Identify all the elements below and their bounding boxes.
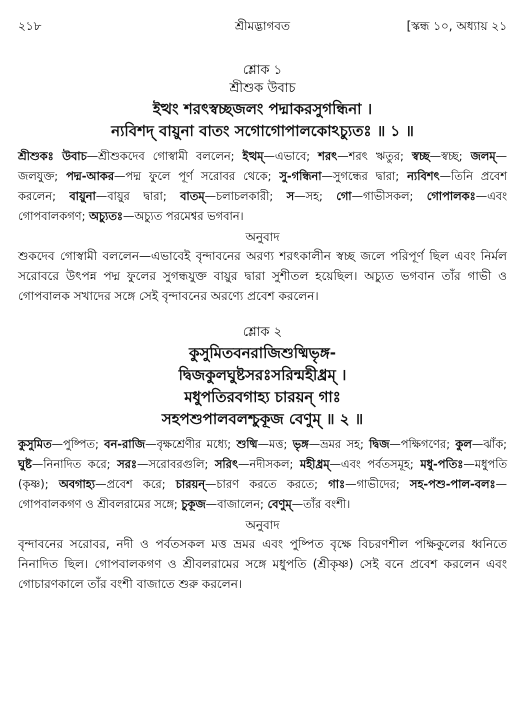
- sloka-1-speaker: শ্রীশুক উবাচ: [229, 81, 296, 96]
- sloka-2-line-4: সহপশুপালবলশ্চুকূজ বেণুম্ ॥ ২ ॥: [161, 410, 364, 428]
- synonym-meaning: —ঝাঁক;: [471, 437, 507, 451]
- synonym-meaning: —মধুপতি (কৃষ্ণ);: [18, 457, 507, 491]
- synonym-meaning: —সরোবরগুলি;: [136, 457, 215, 471]
- synonym-meaning: —জলযুক্ত;: [18, 149, 507, 183]
- synonym-word: বন-রাজি: [104, 437, 146, 451]
- synonym-meaning: —বায়ুর দ্বারা;: [95, 189, 181, 203]
- sloka-2-heading: শ্লোক ২: [242, 325, 283, 340]
- sloka-1-translation: শুকদেব গোস্বামী বললেন—এভাবেই বৃন্দাবনের অরণ্য শরৎকালীন স্বচ্ছ জলে পরিপূর্ণ ছিল এবং নির্মল সরোবরে উৎপন্ন পদ্ম ফুলের সুগন্ধযুক্ত বায়ুর দ্বারা সুশীতল হয়েছিল। অচ্যুত ভগবান তাঁর গাভী ও গোপবালক সখাদের সঙ্গে সেই বৃন্দাবনের অরণ্যে প্রবেশ করলেন।: [18, 249, 507, 303]
- sloka-1-line-2: ন্যবিশদ্ বায়ুনা বাতং সগোগোপালকোঽচ্যুতঃ ॥ ১ ॥: [111, 122, 414, 140]
- sloka-2-line-1: কুসুমিতবনরাজিশুষ্মিভৃঙ্গ-: [188, 344, 337, 362]
- chapter-reference: [স্কন্ধ ১০, অধ্যায় ২১: [406, 19, 507, 33]
- synonym-meaning: —এবং গোপবালকগণ;: [18, 189, 507, 223]
- synonym-word: শরৎ: [318, 149, 338, 163]
- synonym-meaning: —শরৎ ঋতুর;: [337, 149, 412, 163]
- synonym-word: গোপালকঃ: [426, 189, 476, 203]
- synonym-word: অবগাহ্য: [58, 477, 96, 491]
- page-number: ২১৮: [18, 19, 42, 33]
- synonym-meaning: —চলাচলকারী;: [204, 189, 287, 203]
- sloka-1-line-1: ইত্থং শরৎস্বচ্ছজলং পদ্মাকরসুগন্ধিনা ।: [152, 100, 373, 118]
- synonym-meaning: —ভ্রমর সহ;: [308, 437, 370, 451]
- synonym-word: মহীধ্রম্: [299, 457, 330, 471]
- synonym-meaning: —তিনি প্রবেশ করলেন;: [18, 169, 507, 203]
- synonym-word: ঘুষ্ট: [18, 457, 32, 471]
- sloka-1-heading: শ্লোক ১: [242, 63, 283, 78]
- synonym-word: শুষ্মি: [236, 437, 258, 451]
- synonym-meaning: —অচ্যুত পরমেশ্বর ভগবান।: [122, 209, 244, 223]
- synonym-meaning: —পুষ্পিত;: [51, 437, 105, 451]
- synonym-meaning: —গাভীসকল;: [351, 189, 427, 203]
- synonym-word: সু-গন্ধিনা: [279, 169, 322, 183]
- synonym-word: কুসুমিত: [18, 437, 52, 451]
- synonym-word: চুকূজ: [181, 497, 206, 511]
- sloka-1-synonyms: [18, 146, 507, 226]
- synonym-word: পদ্ম-আকর: [66, 169, 114, 183]
- synonym-meaning: —প্রবেশ করে;: [95, 477, 176, 491]
- synonym-meaning: —শ্রীশুকদেব গোস্বামী বললেন;: [86, 149, 243, 163]
- synonym-word: শ্রীশুকঃ উবাচ: [18, 149, 87, 163]
- synonym-word: গো: [336, 189, 352, 203]
- synonym-meaning: —পদ্ম ফুলে পূর্ণ সরোবর থেকে;: [114, 169, 280, 183]
- synonym-meaning: —নিনাদিত করে;: [31, 457, 118, 471]
- synonym-meaning: —পক্ষিগণের;: [389, 437, 456, 451]
- synonym-meaning: —বৃক্ষশ্রেণীর মধ্যে;: [145, 437, 237, 451]
- synonym-word: বাতম্: [180, 189, 205, 203]
- synonym-meaning: —তাঁর বংশী।: [291, 497, 351, 511]
- synonym-word: বায়ুনা: [69, 189, 96, 203]
- page-header: [18, 18, 507, 40]
- synonym-word: সরঃ: [117, 457, 137, 471]
- sloka-1-translation-heading: অনুবাদ: [245, 230, 280, 244]
- synonym-meaning: —স্বচ্ছ;: [429, 149, 471, 163]
- synonym-word: সরিৎ: [214, 457, 239, 471]
- synonym-word: ভৃঙ্গ: [292, 437, 309, 451]
- sloka-2-line-2: দ্বিজকুলঘুষ্টসরঃসরিন্মহীধ্রম্ ।: [178, 366, 347, 384]
- synonym-meaning: —মত্ত;: [257, 437, 293, 451]
- synonym-meaning: —চারণ করতে করতে;: [205, 477, 329, 491]
- synonym-meaning: —এবং পর্বতসমূহ;: [329, 457, 421, 471]
- sloka-2-synonyms: [18, 434, 507, 514]
- synonym-meaning: —গোপবালকগণ ও শ্রীবলরামের সঙ্গে;: [18, 477, 507, 511]
- synonym-meaning: —সুগন্ধের দ্বারা;: [321, 169, 408, 183]
- synonym-meaning: —এভাবে;: [263, 149, 319, 163]
- synonym-word: ইত্থম্: [242, 149, 264, 163]
- synonym-word: গাঃ: [328, 477, 346, 491]
- synonym-word: অচ্যুতঃ: [89, 209, 123, 223]
- synonym-word: স্বচ্ছ: [411, 149, 430, 163]
- synonym-word: ন্যবিশৎ: [407, 169, 440, 183]
- synonym-word: সহ-পশু-পাল-বলঃ: [409, 477, 496, 491]
- synonym-word: স: [286, 189, 295, 203]
- synonym-word: চারয়ন্: [175, 477, 205, 491]
- synonym-word: দ্বিজ: [369, 437, 390, 451]
- book-title: শ্রীমদ্ভাগবত: [234, 19, 290, 33]
- synonym-word: বেণুম্: [267, 497, 292, 511]
- sloka-2-translation-heading: অনুবাদ: [245, 518, 280, 532]
- sloka-2-line-3: মধুপতিরবগাহ্য চারয়ন্ গাঃ: [184, 388, 341, 406]
- synonym-meaning: —সহ;: [294, 189, 337, 203]
- synonym-word: মধু-পতিঃ: [420, 457, 464, 471]
- synonym-meaning: —নদীসকল;: [238, 457, 300, 471]
- sloka-2-translation: বৃন্দাবনের সরোবর, নদী ও পর্বতসকল মত্ত ভ্রমর এবং পুষ্পিত বৃক্ষে বিচরণশীল পক্ষিকুলের ধ্বনিতে নিনাদিত ছিল। গোপবালকগণ ও শ্রীবলরামের সঙ্গে মধুপতি (শ্রীকৃষ্ণ) সেই বনে প্রবেশ করলেন এবং গোচারণকালে তাঁর বংশী বাজাতে শুরু করলেন।: [18, 537, 507, 591]
- synonym-meaning: —বাজালেন;: [205, 497, 268, 511]
- synonym-word: কুল: [455, 437, 472, 451]
- synonym-word: জলম্: [470, 149, 496, 163]
- synonym-meaning: —গাভীদের;: [345, 477, 410, 491]
